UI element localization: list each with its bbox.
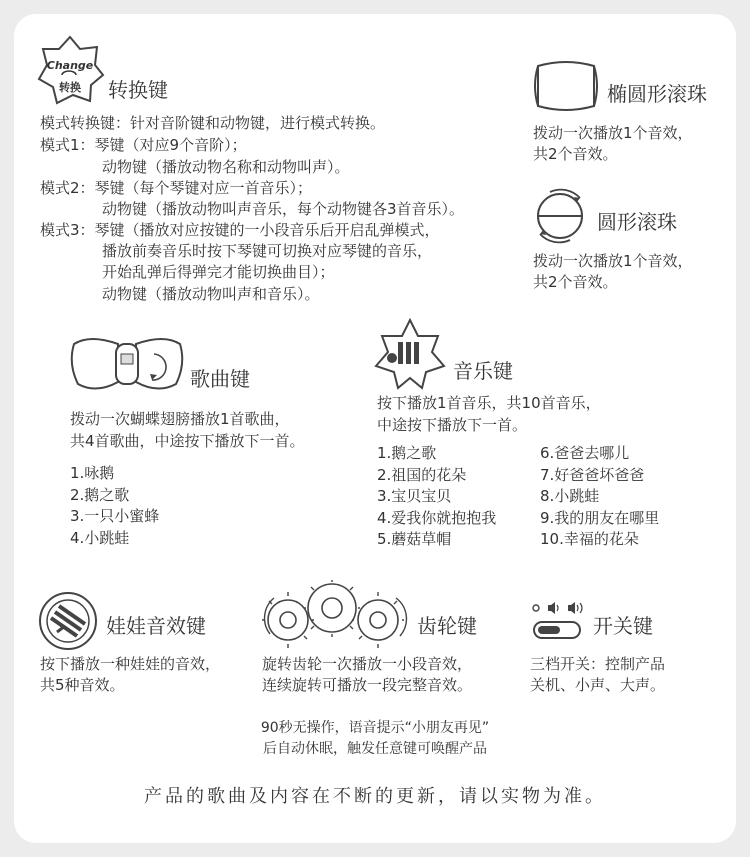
- mode-key-line: 模式2：琴键（每个琴键对应一首音乐）；: [40, 179, 313, 197]
- round-roller-icon: [530, 186, 590, 246]
- doll-key-desc: 按下播放一种娃娃的音效，: [40, 655, 221, 673]
- oval-roller-desc: 共2个音效。: [533, 145, 618, 163]
- music-star-icon: [374, 318, 446, 390]
- mode-key-line: 开始乱弹后得弹完才能切换曲目）；: [102, 263, 335, 281]
- song-key-desc: 拨动一次蝴蝶翅膀播放1首歌曲，: [70, 410, 290, 428]
- oval-roller-desc: 拨动一次播放1个音效，: [533, 124, 693, 142]
- svg-text:转换: 转换: [59, 81, 81, 94]
- list-item: 2.鹅之歌: [70, 485, 130, 504]
- list-item: 3.一只小蜜蜂: [70, 507, 160, 525]
- music-key-list-left: [377, 443, 496, 551]
- list-item: 2.祖国的花朵: [377, 465, 467, 484]
- list-item: 9.我的朋友在哪里: [540, 508, 660, 527]
- svg-text:Change: Change: [46, 59, 94, 72]
- footer-disclaimer: 产品的歌曲及内容在不断的更新，请以实物为准。: [144, 786, 606, 807]
- sleep-note-line: 90秒无操作，语音提示“小朋友再见”: [260, 720, 490, 736]
- list-item: 6.爸爸去哪儿: [540, 444, 630, 462]
- power-switch-icon: [530, 600, 586, 644]
- gear-key-desc: 连续旋转可播放一段完整音效。: [262, 676, 473, 694]
- gear-key-desc: 旋转齿轮一次播放一小段音效，: [262, 655, 473, 673]
- mode-key-line: 模式3：琴键（播放对应按键的一小段音乐后开启乱弹模式，: [40, 221, 440, 239]
- round-roller-title: 圆形滚珠: [597, 210, 677, 234]
- mode-key-line: 动物键（播放动物名称和动物叫声）。: [102, 158, 350, 176]
- sleep-note-line: 后自动休眠，触发任意键可唤醒产品: [263, 741, 487, 757]
- list-item: 7.好爸爸坏爸爸: [540, 465, 645, 484]
- mode-key-line: 动物键（播放动物叫声音乐，每个动物键各3首音乐）。: [102, 200, 465, 218]
- mode-key-title: 转换键: [108, 78, 168, 102]
- round-roller-desc: 共2个音效。: [533, 273, 618, 291]
- list-item: 1.鹅之歌: [377, 444, 437, 462]
- change-badge-icon: [35, 35, 105, 105]
- song-key-list: [70, 463, 159, 549]
- doll-key-desc: 共5种音效。: [40, 676, 125, 694]
- music-key-desc: 按下播放1首音乐，共10首音乐，: [377, 394, 601, 412]
- list-item: 8.小跳蛙: [540, 487, 600, 505]
- switch-key-desc: 三档开关：控制产品: [530, 655, 666, 673]
- mode-key-line: 播放前奏音乐时按下琴键可切换对应琴键的音乐，: [102, 242, 433, 260]
- gear-key-title: 齿轮键: [417, 614, 477, 638]
- music-key-desc: 中途按下播放下一首。: [377, 416, 528, 434]
- list-item: 10.幸福的花朵: [540, 530, 639, 548]
- mode-key-line: 动物键（播放动物叫声和音乐）。: [102, 285, 320, 303]
- list-item: 4.小跳蛙: [70, 528, 130, 547]
- list-item: 4.爱我你就抱抱我: [377, 508, 497, 527]
- music-key-title: 音乐键: [453, 359, 513, 383]
- gears-icon: [260, 578, 410, 654]
- doll-key-title: 娃娃音效键: [106, 614, 206, 638]
- switch-key-title: 开关键: [593, 614, 653, 638]
- oval-roller-icon: [530, 58, 602, 116]
- switch-key-desc: 关机、小声、大声。: [530, 676, 666, 694]
- list-item: 1.咏鹅: [70, 464, 115, 482]
- butterfly-icon: [68, 336, 186, 396]
- list-item: 3.宝贝宝贝: [377, 487, 452, 505]
- doll-sound-icon: [37, 590, 99, 652]
- round-roller-desc: 拨动一次播放1个音效，: [533, 252, 693, 270]
- mode-key-line: 模式转换键：针对音阶键和动物键，进行模式转换。: [40, 114, 386, 132]
- list-item: 5.蘑菇草帽: [377, 530, 452, 548]
- mode-key-line: 模式1：琴键（对应9个音阶）；: [40, 136, 247, 154]
- song-key-desc: 共4首歌曲，中途按下播放下一首。: [70, 432, 305, 450]
- oval-roller-title: 椭圆形滚珠: [607, 82, 707, 106]
- music-key-list-right: [540, 443, 659, 551]
- song-key-title: 歌曲键: [190, 367, 250, 391]
